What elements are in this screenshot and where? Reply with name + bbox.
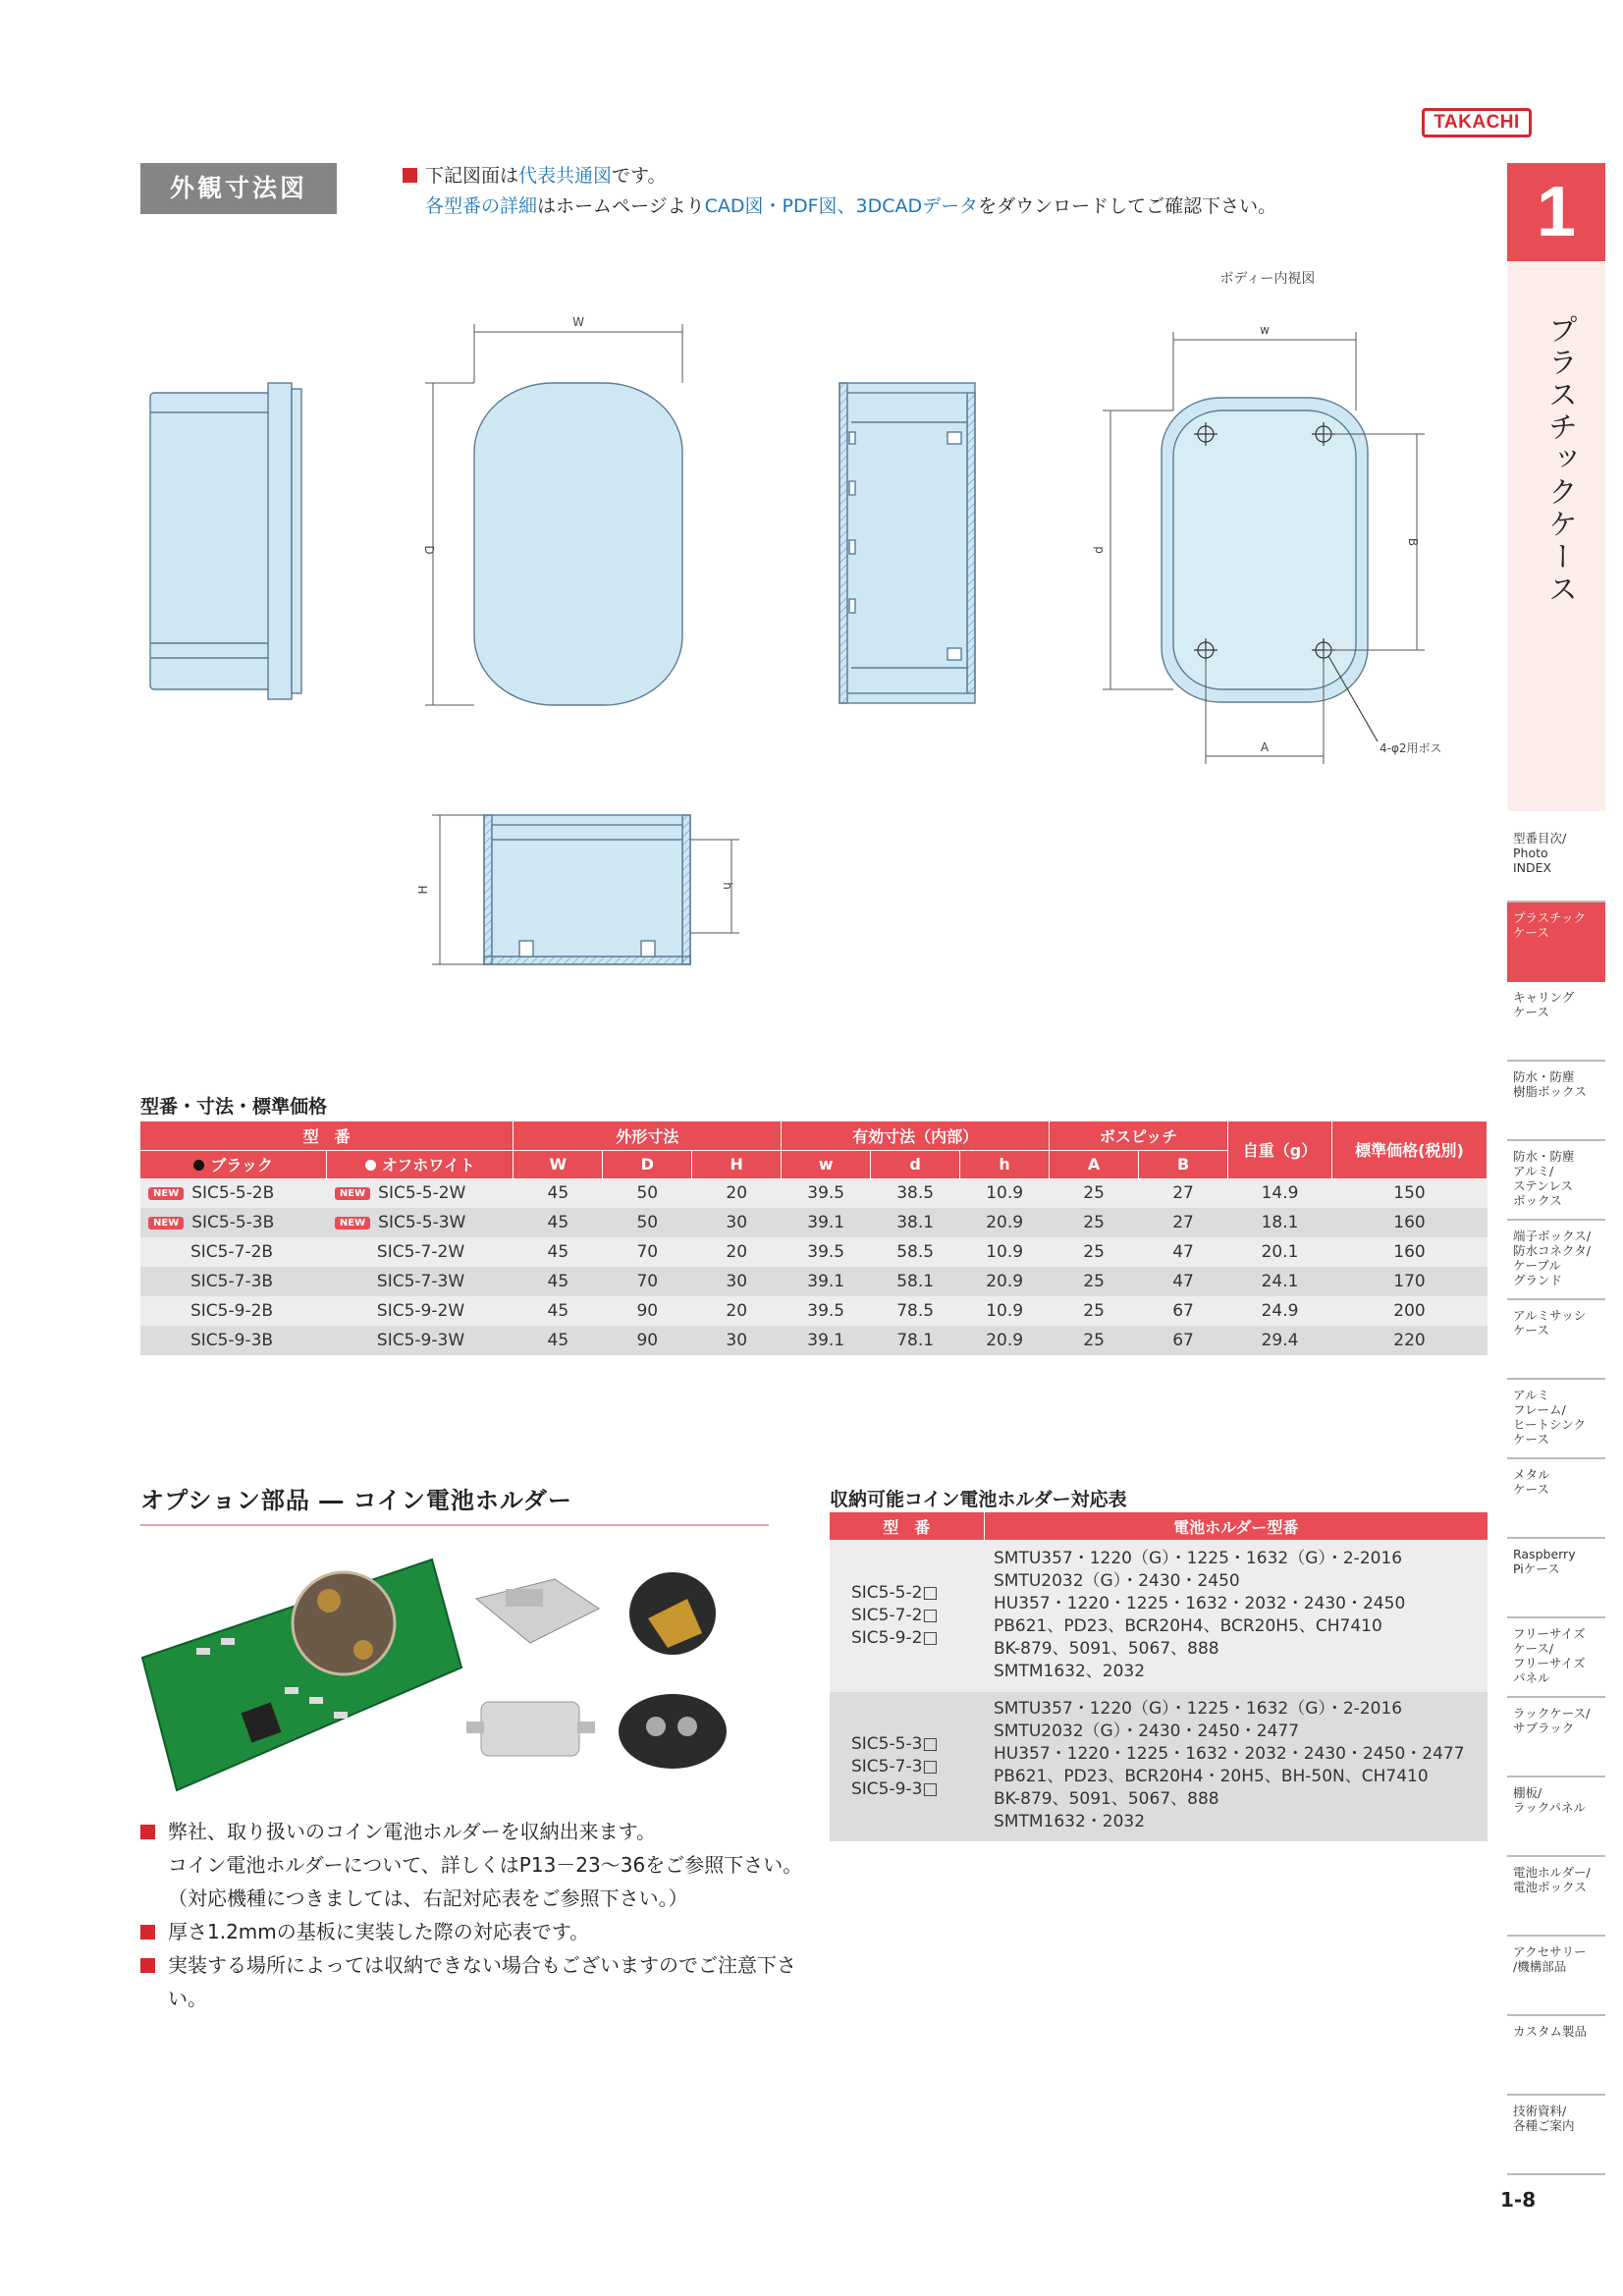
model-code: SIC5-7-3W	[376, 1272, 465, 1291]
spec-table	[140, 1121, 1488, 1355]
model-white	[327, 1267, 514, 1296]
model-code: SIC5-7-2W	[376, 1242, 465, 1262]
side-nav-item[interactable]: 棚板/ ラックパネル	[1507, 1777, 1605, 1857]
cell-B: 67	[1139, 1326, 1228, 1355]
cell-A: 25	[1050, 1237, 1139, 1267]
th-white-label: オフホワイト	[381, 1156, 475, 1175]
model-code: SIC5-9-3W	[376, 1331, 465, 1350]
model-black	[140, 1296, 327, 1326]
new-badge: NEW	[148, 1187, 184, 1200]
side-nav-item[interactable]: アルミ フレーム/ ヒートシンク ケース	[1507, 1380, 1605, 1459]
cell-id: 78.5	[871, 1296, 960, 1326]
cell-id: 58.1	[871, 1267, 960, 1296]
bullet-square-icon	[403, 168, 417, 183]
cell-price: 200	[1331, 1296, 1487, 1326]
cell-W: 45	[514, 1237, 603, 1267]
th-coin-holder: 電池ホルダー型番	[984, 1512, 1488, 1540]
coin-table-row	[830, 1692, 1488, 1841]
cell-B: 27	[1139, 1178, 1228, 1208]
th-coin-model: 型 番	[830, 1512, 984, 1540]
option-note: コイン電池ホルダーについて、詳しくはP13－23～36をご参照下さい。	[168, 1853, 803, 1877]
side-nav-item[interactable]: 防水・防塵 アルミ/ ステンレス ボックス	[1507, 1141, 1605, 1221]
th-outer: 外形寸法	[514, 1121, 782, 1150]
dim-H-label: H	[416, 885, 430, 895]
cell-D: 90	[603, 1296, 692, 1326]
cell-wt: 14.9	[1228, 1178, 1332, 1208]
table-row	[140, 1208, 1488, 1237]
cell-wt: 29.4	[1228, 1326, 1332, 1355]
th-W: W	[514, 1150, 603, 1178]
side-nav-item[interactable]: 防水・防塵 樹脂ボックス	[1507, 1062, 1605, 1141]
cell-D: 70	[603, 1267, 692, 1296]
th-H: H	[692, 1150, 782, 1178]
boss-label: 4-φ2用ボス	[1380, 741, 1442, 755]
table-row	[140, 1237, 1488, 1267]
th-black-label: ブラック	[210, 1156, 274, 1175]
cell-W: 45	[514, 1296, 603, 1326]
cell-price: 170	[1331, 1267, 1487, 1296]
th-weight: 自重（g）	[1228, 1121, 1332, 1178]
model-code: SIC5-5-2□	[851, 1583, 939, 1603]
dimension-drawing	[140, 246, 1466, 992]
cell-ih: 20.9	[960, 1267, 1050, 1296]
cell-W: 45	[514, 1326, 603, 1355]
coin-models	[830, 1692, 984, 1841]
note-text: をダウンロードしてご確認下さい。	[978, 195, 1277, 217]
cell-ih: 20.9	[960, 1326, 1050, 1355]
coin-table-row	[830, 1540, 1488, 1692]
side-nav-item[interactable]: フリーサイズ ケース/ フリーサイズ パネル	[1507, 1618, 1605, 1698]
cell-id: 38.5	[871, 1178, 960, 1208]
model-white	[327, 1326, 514, 1355]
side-nav	[1507, 823, 1605, 2175]
holder-photo-3	[466, 1702, 595, 1756]
model-white	[327, 1296, 514, 1326]
cell-iw: 39.5	[782, 1296, 871, 1326]
th-D: D	[603, 1150, 692, 1178]
dim-A-label: A	[1260, 740, 1270, 754]
cell-wt: 20.1	[1228, 1237, 1332, 1267]
holder-photo-1	[476, 1579, 599, 1643]
model-white	[327, 1208, 514, 1237]
note-link[interactable]: 代表共通図	[518, 165, 613, 187]
table-row	[140, 1267, 1488, 1296]
pcb-photo	[142, 1559, 461, 1790]
cell-A: 25	[1050, 1267, 1139, 1296]
dim-D-label: D	[422, 545, 436, 555]
side-nav-item[interactable]: ラックケース/ サブラック	[1507, 1698, 1605, 1777]
th-white	[327, 1150, 514, 1178]
cell-H: 20	[692, 1178, 782, 1208]
option-divider	[140, 1524, 769, 1526]
cell-price: 160	[1331, 1237, 1487, 1267]
cell-price: 150	[1331, 1178, 1487, 1208]
option-note: 実装する場所によっては収納できない場合もございますのでご注意下さい。	[140, 1948, 818, 2015]
model-code: SIC5-7-2B	[190, 1242, 274, 1262]
model-code: SIC5-9-2B	[190, 1301, 274, 1321]
cell-D: 90	[603, 1326, 692, 1355]
holder-photo-4	[619, 1694, 727, 1769]
coin-table	[830, 1512, 1488, 1841]
model-code: SIC5-5-2B	[191, 1183, 275, 1204]
model-code: SIC5-7-2□	[851, 1606, 939, 1625]
holder-list: SMTU357・1220（G）・1225・1632（G）・2-2016 SMTU2032（G）・2430・2450・2477 HU357・1220・1225・1632・2032・2430・2450・2477 PB621、PD23、BCR20H4・20H5、BH-50N、CH7410 BK-879、5091、5067、888 SMTM1632・2032	[984, 1692, 1488, 1841]
drawing-note	[403, 161, 1276, 222]
dim-h-label: h	[721, 882, 734, 890]
model-code: SIC5-9-3B	[190, 1331, 274, 1350]
note-text: 下記図面は	[425, 165, 519, 187]
black-dot-icon	[193, 1160, 204, 1171]
dim-B-label: B	[1406, 537, 1420, 547]
note-link[interactable]: 各型番の詳細	[425, 195, 538, 217]
cell-wt: 18.1	[1228, 1208, 1332, 1237]
new-badge: NEW	[148, 1217, 184, 1230]
th-price: 標準価格(税別)	[1331, 1121, 1487, 1178]
note-link[interactable]: CAD図・PDF図、3DCADデータ	[704, 195, 979, 217]
cell-H: 20	[692, 1237, 782, 1267]
coin-holder-photos	[137, 1540, 776, 1805]
th-A: A	[1050, 1150, 1139, 1178]
side-view	[150, 383, 301, 699]
model-code: SIC5-9-2□	[851, 1628, 939, 1648]
coin-table-title: 収納可能コイン電池ホルダー対応表	[830, 1489, 1127, 1510]
side-nav-item[interactable]: 電池ホルダー/ 電池ボックス	[1507, 1857, 1605, 1937]
white-dot-icon	[365, 1160, 376, 1171]
cell-H: 30	[692, 1326, 782, 1355]
new-badge: NEW	[335, 1217, 370, 1230]
model-black	[140, 1267, 327, 1296]
page-number: 1-8	[1500, 2188, 1537, 2212]
cell-D: 50	[603, 1208, 692, 1237]
side-nav-item[interactable]: Raspberry Piケース	[1507, 1539, 1605, 1618]
table-row	[140, 1296, 1488, 1326]
holder-list: SMTU357・1220（G）・1225・1632（G）・2-2016 SMTU2032（G）・2430・2450 HU357・1220・1225・1632・2032・2430・2450 PB621、PD23、BCR20H4、BCR20H5、CH7410 BK-879、5091、5067、888 SMTM1632、2032	[984, 1540, 1488, 1692]
coin-models	[830, 1540, 984, 1692]
option-note: 弊社、取り扱いのコイン電池ホルダーを収納出来ます。	[140, 1815, 828, 1848]
side-nav-item[interactable]: アクセサリー /機構部品	[1507, 1937, 1605, 2016]
th-black	[140, 1150, 327, 1178]
cell-id: 58.5	[871, 1237, 960, 1267]
model-white	[327, 1178, 514, 1208]
model-black	[140, 1237, 327, 1267]
side-nav-item[interactable]: カスタム製品	[1507, 2016, 1605, 2096]
th-inner: 有効寸法（内部）	[782, 1121, 1050, 1150]
th-B: B	[1139, 1150, 1228, 1178]
cell-iw: 39.5	[782, 1178, 871, 1208]
cell-A: 25	[1050, 1208, 1139, 1237]
model-code: SIC5-5-3□	[851, 1733, 939, 1754]
spec-table-body	[140, 1178, 1488, 1355]
th-w: w	[782, 1150, 871, 1178]
cell-price: 220	[1331, 1326, 1487, 1355]
cell-H: 30	[692, 1267, 782, 1296]
cell-ih: 10.9	[960, 1178, 1050, 1208]
dim-d-label: d	[1092, 546, 1106, 554]
cell-B: 67	[1139, 1296, 1228, 1326]
model-black	[140, 1326, 327, 1355]
holder-photo-2	[629, 1572, 716, 1655]
table-row	[140, 1326, 1488, 1355]
cell-wt: 24.9	[1228, 1296, 1332, 1326]
note-text: です。	[612, 165, 667, 187]
chapter-title: プラスチックケース	[1542, 314, 1577, 606]
cell-B: 47	[1139, 1267, 1228, 1296]
cell-A: 25	[1050, 1178, 1139, 1208]
cell-D: 70	[603, 1237, 692, 1267]
th-model: 型 番	[140, 1121, 514, 1150]
option-title: オプション部品 ― コイン電池ホルダー	[140, 1487, 572, 1514]
cell-ih: 10.9	[960, 1296, 1050, 1326]
takachi-logo: TAKACHI	[1422, 108, 1532, 137]
cell-D: 50	[603, 1178, 692, 1208]
table-row	[140, 1178, 1488, 1208]
model-white	[327, 1237, 514, 1267]
cell-B: 47	[1139, 1237, 1228, 1267]
cell-wt: 24.1	[1228, 1267, 1332, 1296]
option-notes	[140, 1815, 828, 2015]
chapter-number: 1	[1507, 163, 1605, 261]
model-black	[140, 1178, 327, 1208]
front-view	[474, 383, 682, 705]
model-code: SIC5-5-2W	[378, 1183, 466, 1204]
side-nav-item[interactable]: メタル ケース	[1507, 1459, 1605, 1539]
cell-W: 45	[514, 1267, 603, 1296]
th-d: d	[871, 1150, 960, 1178]
side-nav-item[interactable]: アルミサッシ ケース	[1507, 1300, 1605, 1380]
dim-W-label: W	[572, 315, 584, 329]
option-note: 厚さ1.2mmの基板に実装した際の対応表です。	[140, 1915, 828, 1948]
cell-id: 78.1	[871, 1326, 960, 1355]
cell-iw: 39.1	[782, 1267, 871, 1296]
note-text: はホームページより	[537, 195, 705, 217]
spec-table-title: 型番・寸法・標準価格	[140, 1096, 328, 1118]
cell-W: 45	[514, 1178, 603, 1208]
cell-id: 38.1	[871, 1208, 960, 1237]
side-nav-item[interactable]: キャリング ケース	[1507, 982, 1605, 1062]
th-pitch: ボスピッチ	[1050, 1121, 1228, 1150]
side-nav-item[interactable]: 端子ボックス/ 防水コネクタ/ ケーブル グランド	[1507, 1221, 1605, 1300]
model-code: SIC5-9-3□	[851, 1778, 939, 1799]
model-code: SIC5-7-3□	[851, 1756, 939, 1777]
model-black	[140, 1208, 327, 1237]
cell-iw: 39.1	[782, 1326, 871, 1355]
section-label: 外観寸法図	[140, 163, 337, 214]
option-note: （対応機種につきましては、右記対応表をご参照下さい。）	[168, 1886, 688, 1910]
model-code: SIC5-5-3B	[191, 1213, 275, 1232]
model-code: SIC5-9-2W	[376, 1301, 465, 1321]
bottom-section-view	[484, 815, 690, 964]
cell-iw: 39.1	[782, 1208, 871, 1237]
cell-H: 20	[692, 1296, 782, 1326]
body-inner-view	[1162, 398, 1368, 702]
side-nav-item-active[interactable]: プラスチック ケース	[1507, 902, 1605, 982]
cell-ih: 20.9	[960, 1208, 1050, 1237]
cell-B: 27	[1139, 1208, 1228, 1237]
cell-A: 25	[1050, 1296, 1139, 1326]
body-view-label: ボディー内視図	[1219, 271, 1316, 287]
model-code: SIC5-5-3W	[378, 1213, 466, 1232]
side-nav-item[interactable]: 技術資料/ 各種ご案内	[1507, 2096, 1605, 2175]
new-badge: NEW	[335, 1187, 370, 1200]
dim-w-label: w	[1260, 323, 1270, 337]
cell-iw: 39.5	[782, 1237, 871, 1267]
th-h: h	[960, 1150, 1050, 1178]
cell-A: 25	[1050, 1326, 1139, 1355]
side-nav-item[interactable]: 型番目次/ Photo INDEX	[1507, 823, 1605, 902]
cell-W: 45	[514, 1208, 603, 1237]
model-code: SIC5-7-3B	[190, 1272, 274, 1291]
cell-price: 160	[1331, 1208, 1487, 1237]
section-view	[839, 383, 975, 703]
cell-H: 30	[692, 1208, 782, 1237]
cell-ih: 10.9	[960, 1237, 1050, 1267]
